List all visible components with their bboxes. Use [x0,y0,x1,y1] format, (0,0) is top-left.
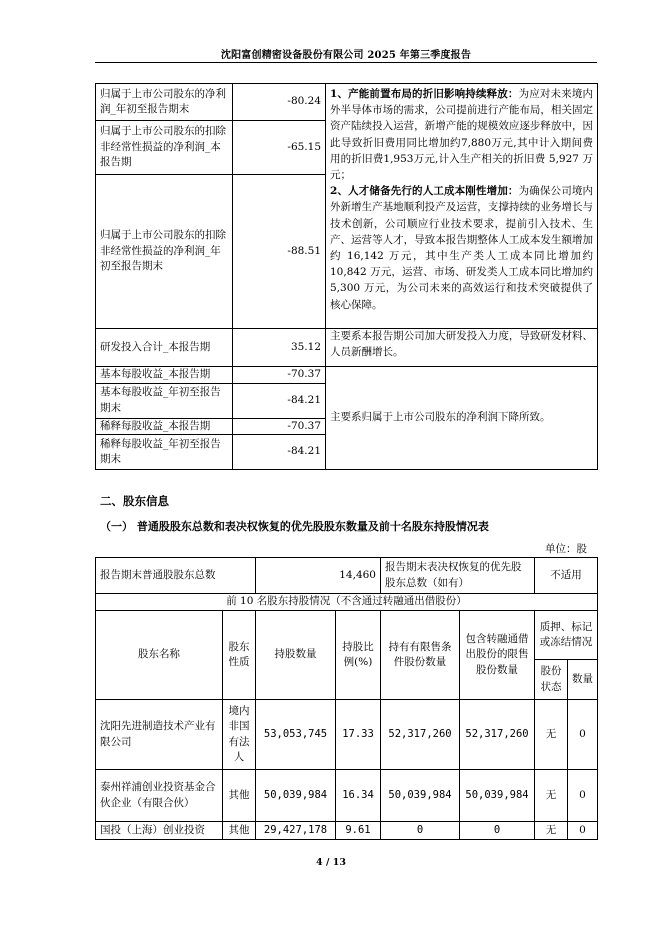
holder-restricted: 0 [381,822,460,840]
table-row [96,700,598,770]
reason1-text: 为应对未来境内外半导体市场的需求，公司提前进行产能布局，相关固定资产陆续投入运营，新增产能的规模效应逐步释放中，因此导致折旧费用同比增加约7,880万元,其中计入期间费用的折旧费1,953万元,计入生产相关的折旧费 5,927 万元； [330,88,593,182]
table-row [96,367,598,384]
holder-ratio: 17.33 [336,700,381,770]
row-value: 35.12 [233,329,326,367]
col-pledge-status-header: 股份状态 [535,660,568,700]
table-row [96,558,598,594]
unit-label: 单位：股 [545,543,587,555]
col-name-header: 股东名称 [96,611,223,700]
reason1-title: 1、产能前置布局的折旧影响持续释放： [330,88,519,100]
holder-nature: 其他 [223,770,256,822]
holder-shares: 53,053,745 [256,700,336,770]
table-row [96,822,598,840]
row-label: 稀释每股收益_本报告期 [96,418,233,435]
holder-pledge-qty: 0 [568,700,598,770]
section-title: 二、股东信息 [100,494,169,508]
change-reason-table [95,83,598,470]
holder-pledge-status: 无 [535,822,568,840]
holder-shares: 50,039,984 [256,770,336,822]
holder-nature: 境内非国有法人 [223,700,256,770]
row-value: -70.37 [233,418,326,435]
holder-restricted: 52,317,260 [381,700,460,770]
reason2-text: 为确保公司境内外新增生产基地顺利投产及运营，支撑持续的业务增长与技术创新，公司顺应行业技术要求，提前引入技术、生产、运营等人才，导致本报告期整体人工成本发生额增加约 16,142 万元，其中生产类人工成本同比增加约 10,842 万元，运营、市场、研发类人工成本同比增加约 5,300 万元，为公司未来的高效运行和技术突破提供了核心保障。 [330,185,593,311]
holder-restricted-incl: 0 [460,822,535,840]
reason-cell [326,84,598,329]
pref-holders-value: 不适用 [535,558,598,594]
total-holders-label: 报告期末普通股股东总数 [96,558,256,594]
col-nature-header: 股东性质 [223,611,256,700]
top10-caption: 前 10 名股东持股情况（不含通过转融通出借股份） [96,594,598,611]
holder-nature: 其他 [223,822,256,840]
col-pledge-header: 质押、标记或冻结情况 [535,611,598,660]
holder-name: 沈阳先进制造技术产业有限公司 [96,700,223,770]
table-header-row [96,611,598,660]
holder-pledge-status: 无 [535,770,568,822]
holder-ratio: 16.34 [336,770,381,822]
reason-rd-cell: 主要系本报告期公司加大研发投入力度，导致研发材料、人员新酬增长。 [326,329,598,367]
holder-restricted: 50,039,984 [381,770,460,822]
col-pledge-qty-header: 数量 [568,660,598,700]
col-restricted-incl-header: 包含转融通借出股份的限售股份数量 [460,611,535,700]
header-rule [95,62,597,63]
table-row [96,329,598,367]
col-ratio-header: 持股比例(%) [336,611,381,700]
holder-restricted-incl: 50,039,984 [460,770,535,822]
holder-shares: 29,427,178 [256,822,336,840]
row-label: 稀释每股收益_年初至报告期末 [96,435,233,470]
row-value: -80.24 [233,84,326,121]
holder-pledge-status: 无 [535,700,568,770]
holder-name: 泰州祥浦创业投资基金合伙企业（有限合伙） [96,770,223,822]
row-label: 研发投入合计_本报告期 [96,329,233,367]
col-shares-header: 持股数量 [256,611,336,700]
pref-holders-label: 报告期末表决权恢复的优先股股东总数（如有） [381,558,535,594]
total-holders-value: 14,460 [256,558,381,594]
table-row [96,84,598,121]
reason-eps-cell: 主要系归属于上市公司股东的净利润下降所致。 [326,367,598,470]
holder-name: 国投（上海）创业投资 [96,822,223,840]
row-value: -84.21 [233,383,326,418]
shareholder-table [95,557,598,840]
row-value: -84.21 [233,435,326,470]
holder-ratio: 9.61 [336,822,381,840]
page-header: 沈阳富创精密设备股份有限公司 2025 年第三季度报告 [220,50,472,61]
row-label: 归属于上市公司股东的扣除非经常性损益的净利润_年初至报告期末 [96,175,233,329]
row-label: 归属于上市公司股东的净利润_年初至报告期末 [96,84,233,121]
row-label: 基本每股收益_本报告期 [96,367,233,384]
row-value: -88.51 [233,175,326,329]
holder-pledge-qty: 0 [568,822,598,840]
table-row [96,770,598,822]
row-label: 基本每股收益_年初至报告期末 [96,383,233,418]
holder-restricted-incl: 52,317,260 [460,700,535,770]
section-subtitle: （一） 普通股股东总数和表决权恢复的优先股股东数量及前十名股东持股情况表 [100,520,489,533]
row-value: -70.37 [233,367,326,384]
row-label: 归属于上市公司股东的扣除非经常性损益的净利润_本报告期 [96,121,233,175]
page-number: 4 / 13 [316,857,346,868]
col-restricted-header: 持有有限售条件股份数量 [381,611,460,700]
reason2-title: 2、人才储备先行的人工成本刚性增加： [330,185,519,198]
holder-pledge-qty: 0 [568,770,598,822]
row-value: -65.15 [233,121,326,175]
table-row [96,594,598,611]
